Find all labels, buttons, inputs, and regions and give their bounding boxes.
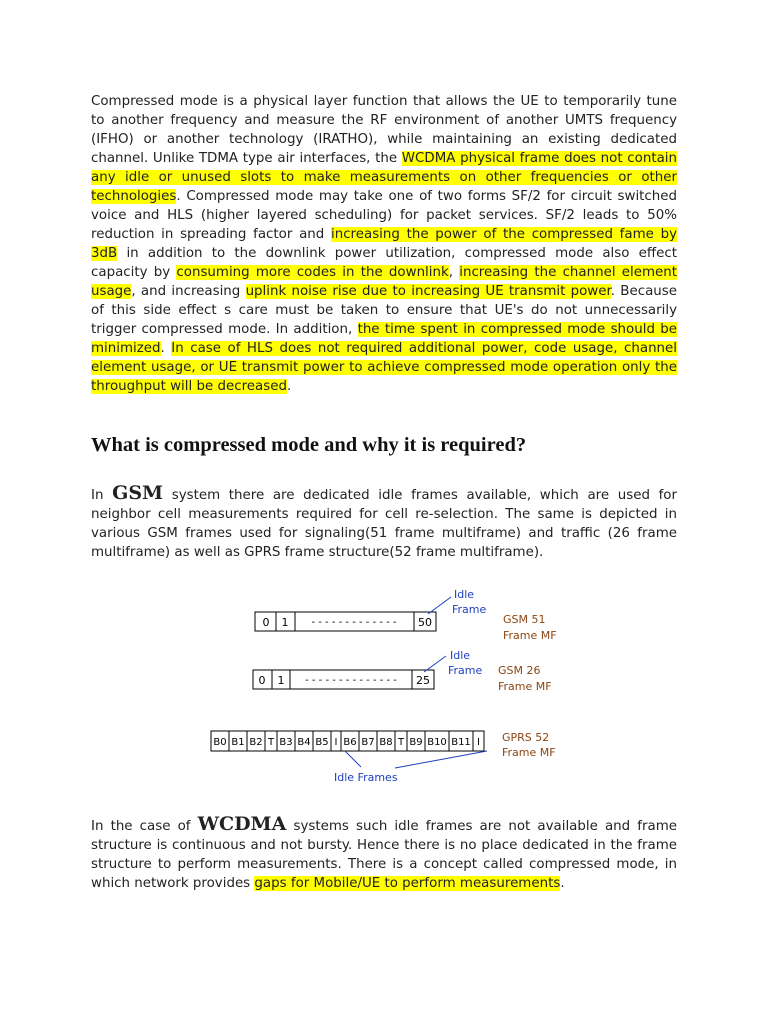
intro-seg: . bbox=[286, 379, 292, 394]
gprs-pointer-2 bbox=[395, 751, 487, 768]
gprs-cell-label: B0 bbox=[213, 737, 227, 748]
gprs-name: Frame MF bbox=[502, 746, 556, 759]
gprs-cell-box bbox=[407, 731, 425, 751]
wcdma-term: WCDMA bbox=[197, 813, 287, 835]
gprs-cell-box bbox=[341, 731, 359, 751]
gprs-cell-label: T bbox=[397, 737, 405, 748]
intro-paragraph bbox=[91, 92, 677, 396]
gprs-cell-box bbox=[229, 731, 247, 751]
gsm26-idle-label: Idle bbox=[450, 649, 471, 662]
gsm26-pointer bbox=[424, 656, 446, 672]
gsm26-cell: 1 bbox=[277, 674, 285, 687]
gsm-pre: In bbox=[91, 488, 113, 503]
gprs-pointer-1 bbox=[345, 751, 361, 767]
gprs-cell-label: B4 bbox=[297, 737, 311, 748]
gprs-cell-label: B8 bbox=[379, 737, 393, 748]
gprs-idle-label: Idle Frames bbox=[334, 771, 398, 784]
intro-seg: Compressed mode is a physical layer function that allows the UE to temporarily tune to another frequency and measure the RF environment of another UMTS frequency (IFHO) or another technology (IRATHO), while maintaining an existing dedicated channel. Unlike TDMA type air interfaces, the bbox=[91, 94, 677, 166]
gprs52-frame bbox=[211, 731, 484, 751]
gsm26-name: GSM 26 bbox=[498, 664, 541, 677]
gsm51-idle-label: Frame bbox=[452, 603, 487, 616]
wcdma-seg: systems such idle frames are not available and frame structure is continuous and not bursty. Hence there is no place dedicated in the frame structure to perform measurements. There is a concept called compressed mode, in which network provides bbox=[91, 819, 677, 891]
intro-seg: . bbox=[160, 341, 172, 356]
intro-seg: in addition to the downlink power utilization, compressed mode also effect capacity by bbox=[91, 246, 677, 280]
gprs-cell-label: B7 bbox=[361, 737, 375, 748]
gprs-cell-box bbox=[265, 731, 277, 751]
gprs-cell-label: B2 bbox=[249, 737, 263, 748]
gsm26-cell: - - - - - - - - - - - - - - bbox=[305, 675, 397, 686]
wcdma-seg: In the case of bbox=[91, 819, 198, 834]
gprs-cell-label: B1 bbox=[231, 737, 245, 748]
intro-highlight: consuming more codes in the downlink bbox=[176, 265, 449, 280]
gprs-cell-label: B3 bbox=[279, 737, 293, 748]
gsm26-frame bbox=[253, 649, 552, 693]
gprs-cell-label: T bbox=[267, 737, 275, 748]
gprs52-labels bbox=[334, 731, 556, 784]
gprs-cell-box bbox=[331, 731, 341, 751]
gprs-cell-box bbox=[247, 731, 265, 751]
gsm51-cell: 0 bbox=[262, 616, 270, 629]
gprs-cell-box bbox=[277, 731, 295, 751]
intro-highlight: In case of HLS does not required additional power, code usage, channel element usage, or UE transmit power to achieve compressed mode operation only the throughput will be decreased bbox=[91, 341, 677, 394]
gsm51-frame bbox=[255, 588, 557, 642]
gsm51-name: Frame MF bbox=[503, 629, 557, 642]
intro-highlight: increasing the power of the compressed fame by 3dB bbox=[91, 227, 677, 261]
intro-seg: , and increasing bbox=[131, 284, 246, 299]
gprs-cell-label: B6 bbox=[343, 737, 357, 748]
gprs-cell-label: B11 bbox=[451, 737, 471, 748]
gsm51-cell: 50 bbox=[418, 616, 432, 629]
intro-highlight: increasing the channel element usage bbox=[91, 265, 677, 299]
gsm26-cell: 0 bbox=[258, 674, 266, 687]
wcdma-paragraph bbox=[91, 815, 677, 893]
gsm51-idle-label: Idle bbox=[454, 588, 475, 601]
gprs-cell-box bbox=[211, 731, 229, 751]
wcdma-seg: . bbox=[560, 876, 565, 891]
intro-highlight: WCDMA physical frame does not contain any idle or unused slots to make measurements on other frequencies or other technologies bbox=[91, 151, 678, 204]
gsm26-idle-label: Frame bbox=[448, 664, 483, 677]
gsm26-cell: 25 bbox=[416, 674, 430, 687]
intro-seg: , bbox=[448, 265, 460, 280]
gprs-name: GPRS 52 bbox=[502, 731, 550, 744]
section-heading: What is compressed mode and why it is required? bbox=[91, 434, 527, 456]
gsm26-name: Frame MF bbox=[498, 680, 552, 693]
gsm-term: GSM bbox=[112, 482, 164, 504]
gsm51-pointer bbox=[428, 597, 451, 614]
gprs-cell-box bbox=[449, 731, 473, 751]
gprs-cell-label: I bbox=[477, 737, 480, 748]
intro-seg: . Compressed mode may take one of two forms SF/2 for circuit switched voice and HLS (higher layered scheduling) for packet services. SF/2 leads to 50% reduction in spreading factor and bbox=[91, 189, 677, 242]
gprs-cell-box bbox=[359, 731, 377, 751]
intro-highlight: uplink noise rise due to increasing UE transmit power bbox=[245, 284, 611, 299]
gprs-cell-box bbox=[395, 731, 407, 751]
gprs-cell-label: B5 bbox=[315, 737, 329, 748]
gsm51-cell: 1 bbox=[281, 616, 289, 629]
wcdma-highlight: gaps for Mobile/UE to perform measurements bbox=[254, 876, 561, 891]
gsm-paragraph bbox=[91, 484, 677, 562]
gprs-cell-box bbox=[377, 731, 395, 751]
gprs-cell-box bbox=[473, 731, 484, 751]
gprs-cell-box bbox=[425, 731, 449, 751]
gprs-cell-box bbox=[295, 731, 313, 751]
gprs-cell-label: I bbox=[334, 737, 338, 748]
gprs-cell-label: B9 bbox=[409, 737, 423, 748]
gsm-post: system there are dedicated idle frames available, which are used for neighbor cell measurements required for cell re-selection. The same is depicted in various GSM frames used for signaling(51 frame multiframe) and traffic (26 frame multiframe) as well as GPRS frame structure(52 frame multiframe). bbox=[91, 488, 677, 560]
intro-highlight: the time spent in compressed mode should be minimized bbox=[91, 322, 677, 356]
gsm51-name: GSM 51 bbox=[503, 613, 546, 626]
intro-seg: . Because of this side effect s care must be taken to ensure that UE's do not unnecessarily trigger compressed mode. In addition, bbox=[91, 284, 677, 337]
gsm51-cell: - - - - - - - - - - - - - bbox=[311, 617, 397, 628]
gprs-cell-label: B10 bbox=[427, 737, 447, 748]
gprs-cell-box bbox=[313, 731, 331, 751]
